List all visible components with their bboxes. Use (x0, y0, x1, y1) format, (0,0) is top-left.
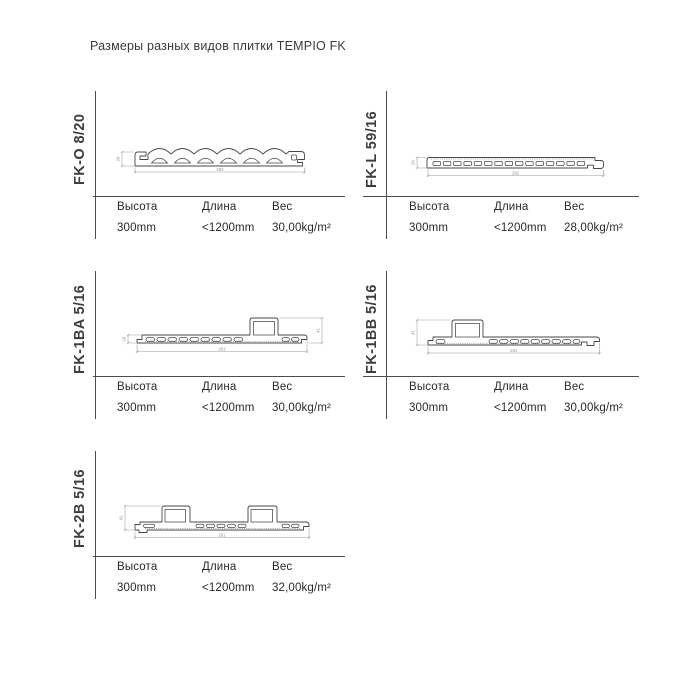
section-label: FK-L 59/16 (364, 110, 380, 188)
box-height-dim-label: 41 (410, 330, 416, 335)
col-header-height: Высота (409, 201, 450, 213)
value-weight: 28,00kg/m² (564, 222, 624, 234)
section-label: FK-O 8/20 (72, 113, 88, 185)
value-weight: 32,00kg/m² (272, 582, 332, 594)
value-height: 300mm (409, 222, 449, 234)
profile-box-inner-left (165, 510, 186, 523)
value-length: <1200mm (202, 222, 255, 234)
table-header-row (117, 201, 350, 213)
profile-slot-holes (144, 524, 300, 527)
profile-box-inner-right (251, 510, 273, 523)
profile-box-inner (456, 324, 480, 338)
width-dim-label: 291 (512, 170, 520, 176)
box-height-dim-lines (416, 319, 451, 346)
table-value-row (409, 402, 642, 414)
value-height: 300mm (117, 222, 157, 234)
table-top-rule (363, 196, 639, 197)
box-height-dim-label: 41 (118, 515, 124, 521)
box-height-dim-lines (124, 505, 161, 531)
col-header-length: Длина (202, 561, 237, 573)
table-value-row (117, 582, 350, 594)
col-header-height: Высота (117, 201, 158, 213)
thickness-dim-lines (121, 151, 134, 167)
value-length: <1200mm (202, 402, 255, 414)
width-dim-label: 291 (510, 347, 518, 353)
profile-drawing-fk-1ba (115, 308, 345, 360)
table-top-rule (363, 376, 639, 377)
section-divider-line (95, 91, 96, 239)
value-weight: 30,00kg/m² (272, 222, 332, 234)
value-height: 300mm (117, 582, 157, 594)
profile-drawing-fk-2b (115, 496, 345, 548)
table-top-rule (93, 556, 345, 557)
value-weight: 30,00kg/m² (272, 402, 332, 414)
section-fk-2b-5-16 (60, 448, 350, 608)
profile-drawing-fk-l (407, 149, 637, 185)
section-label: FK-1BA 5/16 (72, 284, 88, 374)
col-header-weight: Вес (564, 381, 585, 393)
page-title: Размеры разных видов плитки TEMPIO FK (90, 39, 346, 53)
value-height: 300mm (409, 402, 449, 414)
section-divider-line (95, 271, 96, 419)
profile-outline (137, 318, 307, 343)
section-divider-line (386, 91, 387, 239)
value-weight: 30,00kg/m² (564, 402, 624, 414)
col-header-height: Высота (117, 381, 158, 393)
table-top-rule (93, 196, 345, 197)
table-header-row (409, 201, 642, 213)
profile-slot-holes (436, 340, 580, 344)
col-header-height: Высота (409, 381, 450, 393)
col-header-weight: Вес (272, 201, 293, 213)
col-header-length: Длина (202, 201, 237, 213)
section-fk-o-8-20 (60, 88, 350, 248)
section-divider-line (95, 451, 96, 599)
col-header-length: Длина (202, 381, 237, 393)
thickness-dim-lines (416, 156, 426, 169)
value-length: <1200mm (202, 582, 255, 594)
section-fk-l-59-16 (352, 88, 642, 248)
table-top-rule (93, 376, 345, 377)
profile-slot-holes (433, 162, 585, 166)
col-header-length: Длина (494, 201, 529, 213)
section-label: FK-1BB 5/16 (364, 284, 380, 374)
col-header-length: Длина (494, 381, 529, 393)
thickness-dim-label: 16 (410, 160, 416, 166)
table-value-row (117, 222, 350, 234)
table-value-row (409, 222, 642, 234)
table-header-row (117, 381, 350, 393)
col-header-weight: Вес (272, 561, 293, 573)
profile-box-inner (254, 322, 275, 336)
thickness-dim-label: 16 (121, 336, 127, 342)
section-label: FK-2B 5/16 (72, 469, 88, 549)
table-header-row (409, 381, 642, 393)
profile-drawing-fk-1bb (407, 310, 637, 362)
box-height-dim-label: 41 (315, 328, 321, 333)
profile-end-hole (292, 155, 297, 160)
width-dim-label: 291 (218, 346, 226, 352)
thickness-dim-label: 20 (115, 156, 121, 162)
value-height: 300mm (117, 402, 157, 414)
profile-slot-holes (146, 338, 299, 342)
col-header-height: Высота (117, 561, 158, 573)
value-length: <1200mm (494, 222, 547, 234)
table-header-row (117, 561, 350, 573)
col-header-weight: Вес (564, 201, 585, 213)
width-dim-label: 291 (218, 532, 226, 538)
section-fk-1ba-5-16 (60, 268, 350, 428)
section-fk-1bb-5-16 (352, 268, 642, 428)
profile-drawing-fk-o (108, 140, 338, 184)
profile-outline (428, 320, 600, 346)
profile-arch-holes (152, 158, 283, 163)
section-divider-line (386, 271, 387, 419)
table-value-row (117, 402, 350, 414)
value-length: <1200mm (494, 402, 547, 414)
width-dim-label: 292 (216, 166, 224, 172)
col-header-weight: Вес (272, 381, 293, 393)
